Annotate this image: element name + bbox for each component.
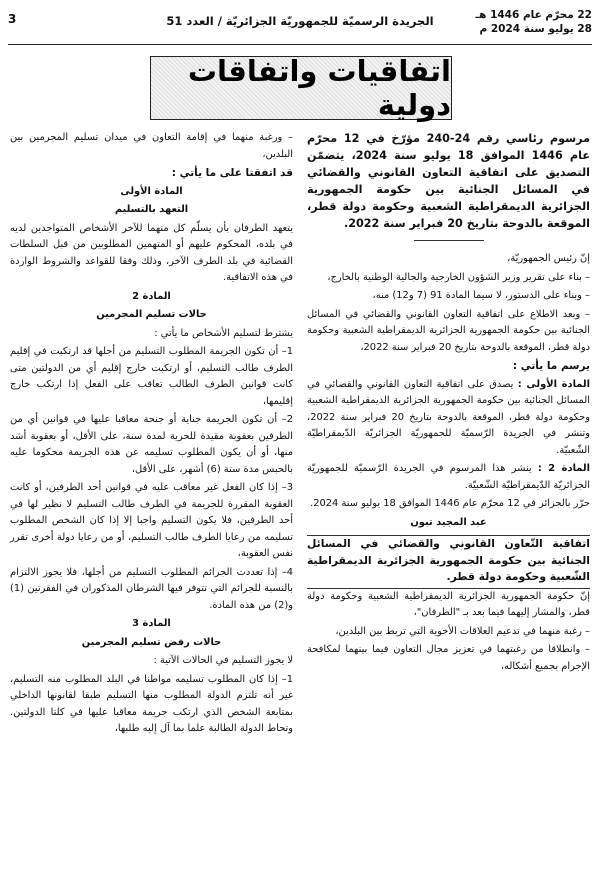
paragraph: 4– إذا تعددت الجرائم المطلوب التسليم من أجلها، فلا يجوز الالتزام بالنسبة للجرائم التي تتوفر فيها الشرطان المذكوران في الفقرتين (1) و(2) من هذه المادة. (10, 566, 293, 611)
paragraph: – وانطلاقا من رغبتهما في تعزيز مجال التعاون فيما بينهما لمكافحة الإجرام بجميع أشكاله، (307, 644, 590, 672)
article-text: يصدق على اتفاقية التعاون القانوني والقضائي في المسائل الجنائية بين حكومة الجمهورية الجزائرية الديمقراطية الشعبية وحكومة دولة قطر، الموقعة بالدوحة بتاريخ 20 فبراير سنة 2022، وتنشر في الجريدة الرّسميّة للجمهوريّة الجزائريّة الدّيمقراطيّة الشّعبيّة. (307, 378, 591, 456)
decree-title: مرسوم رئاسي رقم 24-240 مؤرّخ في 12 محرّم عام 1446 الموافق 18 يوليو سنة 2024، يتضمّن التصديق على اتفاقية التعاون القانوني والقضائي في المسائل الجنائية بين حكومة الجمهورية الجزائرية الديمقراطية الشعبية وحكومة دولة قطر، الموقعة بالدوحة بتاريخ 20 فبراير سنة 2022. (307, 132, 591, 230)
left-column (10, 130, 293, 740)
article-2 (307, 461, 590, 494)
decrees-heading: يرسم ما يأتي : (512, 360, 590, 372)
paragraph: – وبعد الاطلاع على اتفاقية التعاون القانوني والقضائي في المسائل الجنائية بين حكومة الجمهورية الجزائرية الديمقراطية الشعبية وحكومة دولة قطر، الموقعة بالدوحة بتاريخ 20 فبراير سنة 2022، (307, 308, 590, 353)
article-text: ينشر هذا المرسوم في الجريدة الرّسميّة للجمهوريّة الجزائريّة الدّيمقراطيّة الشّعبيّة. (307, 463, 590, 491)
article-title: التعهد بالتسليم (114, 204, 189, 215)
date-hijri: 22 محرّم عام 1446 هـ (475, 9, 592, 21)
agreed-heading: قد اتفقتا على ما يأتي : (171, 167, 293, 179)
paragraph: 1– إذا كان المطلوب تسليمه مواطنا في البلد المطلوب منه التسليم، غير أنه تلتزم الدولة المطلوب منها التسليم طبقا لقانونها الداخلي بمتابعة الشخص الذي ارتكب جريمة معاقبا عليها في كلتا الدولتين. وتحاط الدولة الطالبة علما بما آل إليه طلبها، (10, 673, 293, 734)
article-1 (307, 377, 590, 460)
right-column (307, 130, 590, 677)
paragraph: – وبناء على الدستور، لا سيما المادة 91 (7 و12) منه، (372, 290, 590, 301)
page-number: 3 (8, 12, 17, 26)
paragraph: – رغبة منهما في تدعيم العلاقات الأخوية التي تربط بين البلدين، (335, 625, 590, 637)
done-at: حرّر بالجزائر في 12 محرّم عام 1446 الموافق 18 يوليو سنة 2024. (310, 498, 590, 509)
journal-title: الجريدة الرسميّة للجمهوريّة الجزائريّة / العدد 51 (166, 14, 434, 28)
paragraph: 2– أن تكون الجريمة جناية أو جنحة معاقبا عليها في قوانين أي من الطرفين بعقوبة مقيدة للحرية لمدة سنة، على الأقل، أو بعقوبة أشد منها، أو أن يكون المطلوب تسليمه عن هذه الجريمة محكوما عليه بالحبس مدة ستة (6) أشهر، على الأقل، (10, 414, 293, 475)
date-gregorian: 28 يوليو سنة 2024 م (479, 23, 592, 35)
paragraph: إنّ حكومة الجمهورية الجزائرية الديمقراطية الشعبية وحكومة دولة قطر، والمشار إليهما فيما بعد بـ "الطرفان"، (307, 590, 590, 618)
divider (414, 240, 484, 241)
paragraph: لا يجوز التسليم في الحالات الآتية : (153, 655, 293, 666)
section-title: اتفاقيات واتفاقات دولية (187, 54, 451, 122)
header-rule (8, 44, 592, 45)
agreement-title-box (307, 535, 590, 589)
paragraph: 1– أن تكون الجريمة المطلوب التسليم من أجلها قد ارتكبت في إقليم الطرف طالب التسليم، أو ارتكبت خارج إقليم أي من الدولتين متى كانت قوانين الطرف الطالب تعاقب على الفعل إذا ارتكب خارج إقليمها، (10, 346, 293, 407)
paragraph: – ورغبة منهما في إقامة التعاون في ميدان تسليم المجرمين بين البلدين، (10, 132, 293, 160)
article-title: حالات رفض تسليم المجرمين (81, 636, 222, 648)
paragraph: 3– إذا كان الفعل غير معاقب عليه في قوانين أحد الطرفين، أو كانت العقوبة المقررة للجريمة في الطرف طالب التسليم لا نظير لها في أحد الطرفين، فلا يكون التسليم واجبا إلا إذا كان الشخص المطلوب تسليمه من رعايا الطرف طالب التسليم، أو من رعايا دولة أخرى تقرر نفس العقوبة، (10, 482, 293, 559)
section-banner (150, 56, 452, 120)
paragraph: – بناء على تقرير وزير الشؤون الخارجية والجالية الوطنية بالخارج، (327, 271, 590, 283)
paragraph: يتعهد الطرفان بأن يسلّم كل منهما للآخر الأشخاص المتواجدين لديه في بلده، المحكوم عليهم أو المتهمين المطلوبين من قبل السلطات القضائية في بلد الطرف الآخر، وذلك وفقا للقواعد والشروط الواردة في هذه الاتفاقية. (10, 222, 293, 283)
signature: عبد المجيد تبون (410, 516, 487, 528)
article-heading: المادة 3 (132, 618, 171, 629)
article-heading: المادة الأولى (120, 185, 183, 197)
paragraph: إنّ رئيس الجمهوريّة، (507, 253, 590, 264)
paragraph: يشترط لتسليم الأشخاص ما يأتي : (154, 327, 293, 339)
agreement-title: اتفاقية التّعاون القانوني والقضائي في المسائل الجنائية بين حكومة الجمهورية الجزائرية الديمقراطية الشّعبية وحكومة دولة قطر. (307, 537, 590, 583)
article-label: المادة 2 : (537, 463, 590, 474)
page-header (8, 8, 592, 42)
article-title: حالات تسليم المجرمين (96, 309, 207, 320)
article-heading: المادة 2 (132, 290, 171, 302)
article-label: المادة الأولى : (517, 378, 590, 390)
